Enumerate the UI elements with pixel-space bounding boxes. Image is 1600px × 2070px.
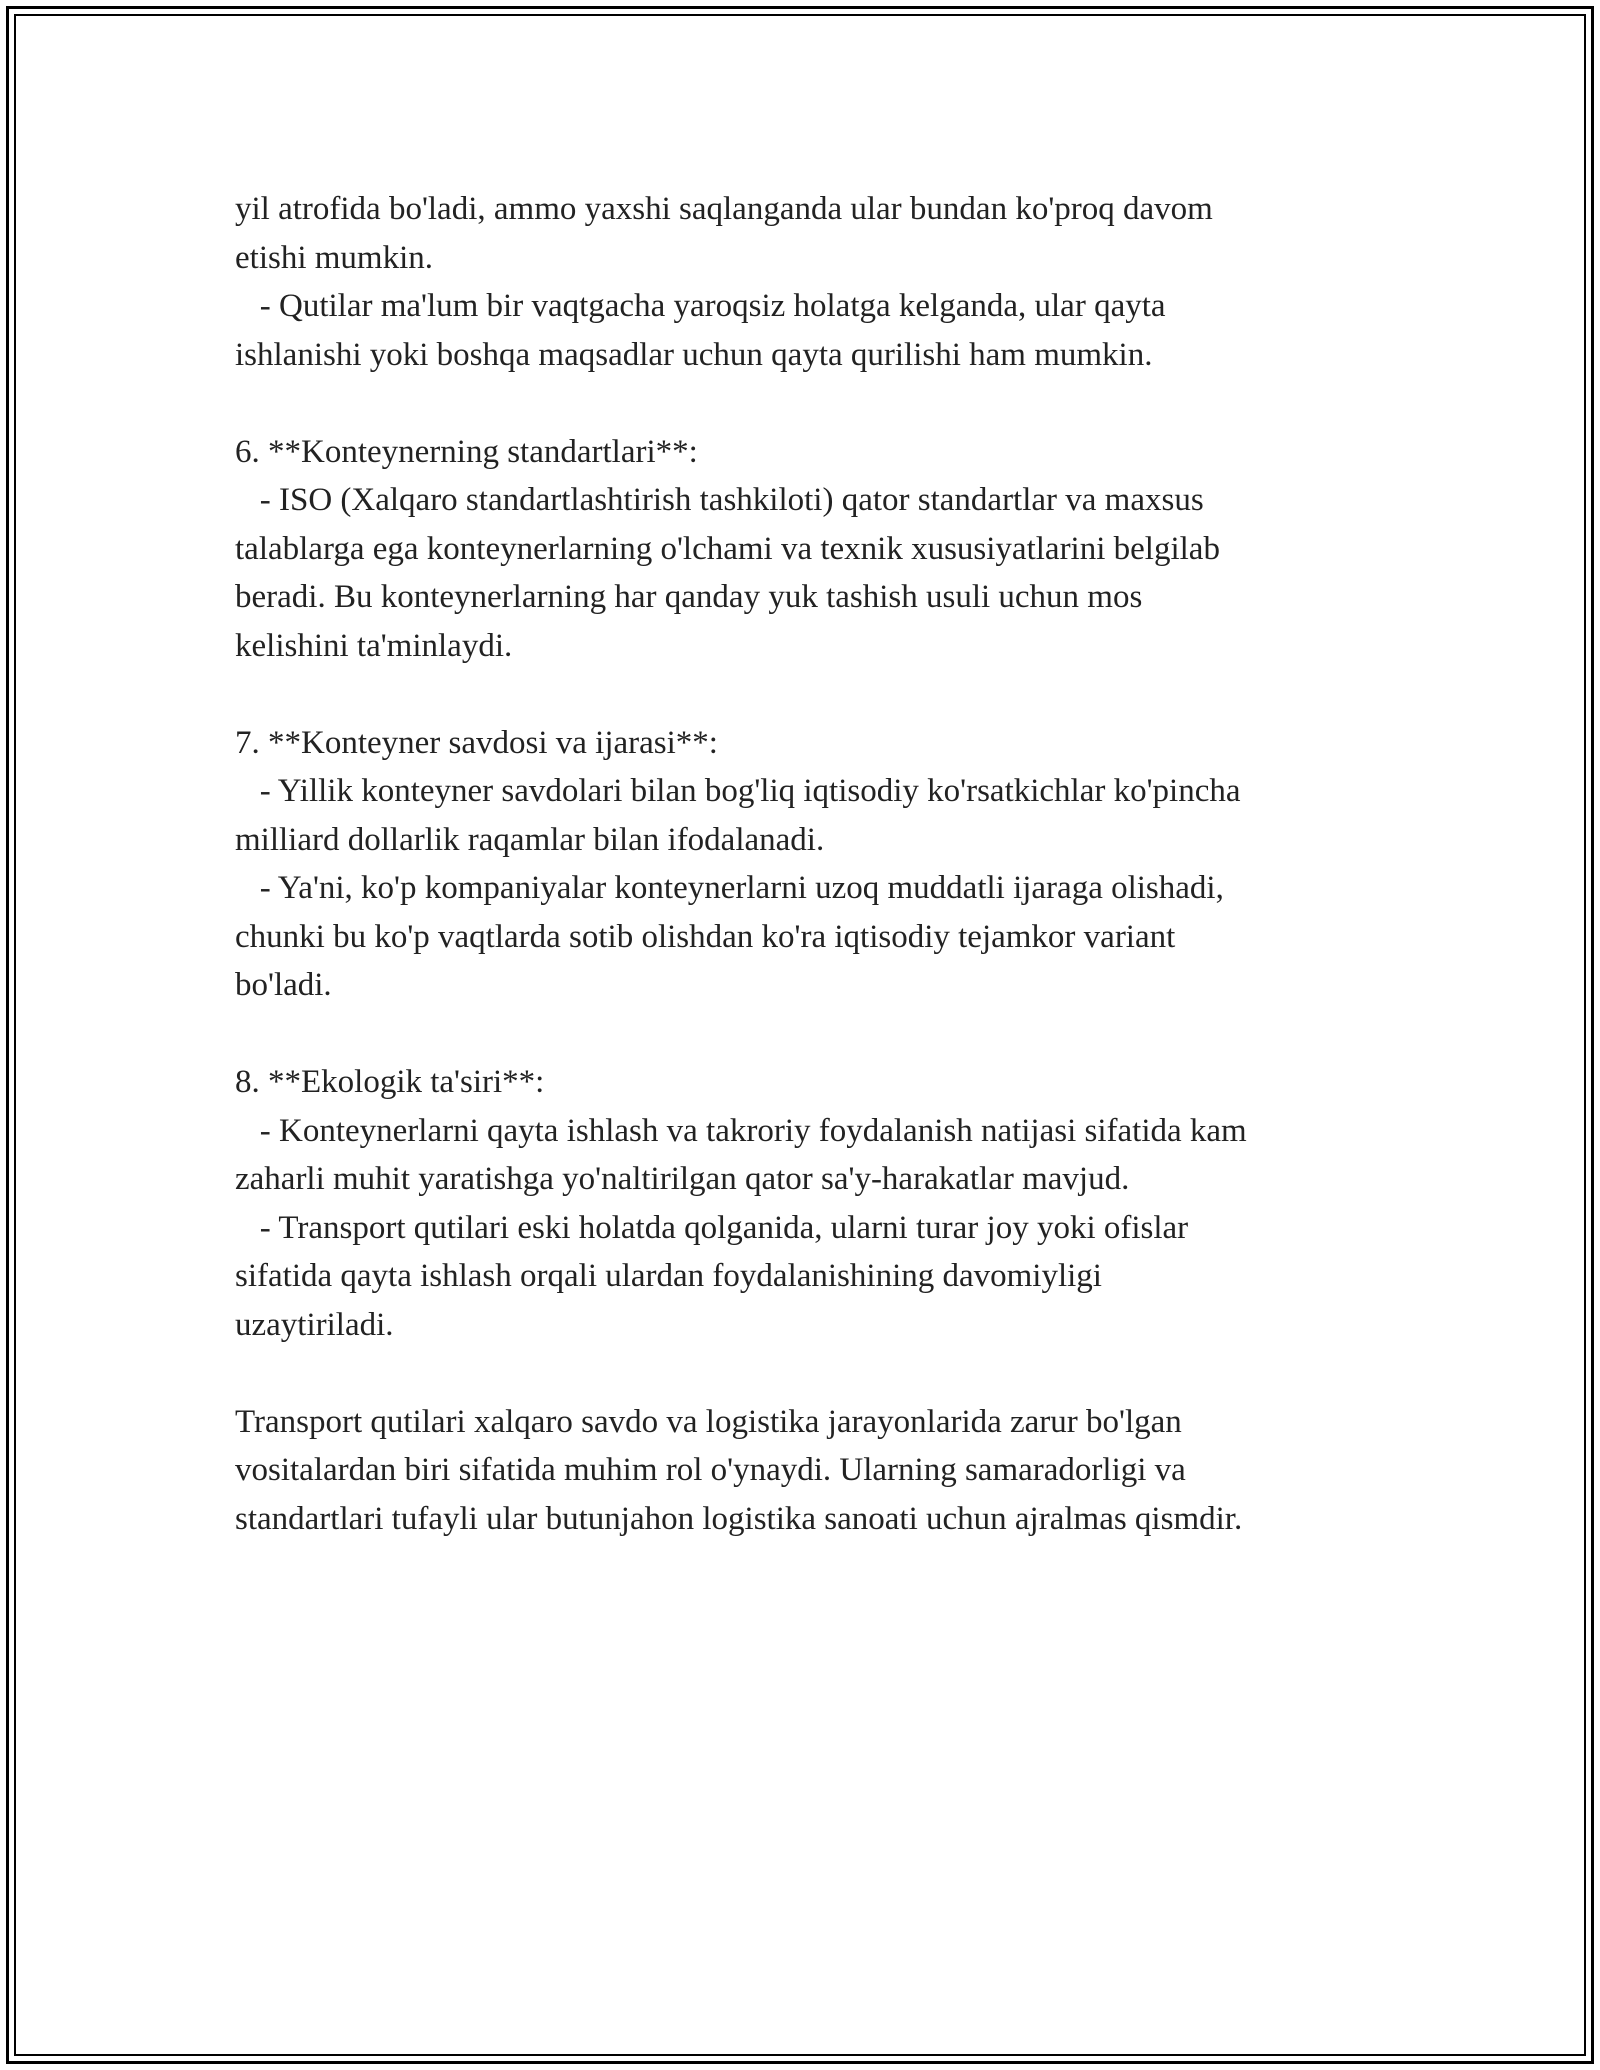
text-line: yil atrofida bo'ladi, ammo yaxshi saqlanganda ular bundan ko'proq davom — [235, 191, 1213, 227]
text-line: ishlanishi yoki boshqa maqsadlar uchun qayta qurilishi ham mumkin. — [235, 336, 1153, 373]
text-line: talablarga ega konteynerlarning o'lchami va texnik xususiyatlarini belgilab — [235, 530, 1220, 567]
text-line: bo'ladi. — [235, 967, 332, 1003]
text-line: - Ya'ni, ko'p kompaniyalar konteynerlarni uzoq muddatli ijaraga olishadi, — [235, 870, 1224, 906]
blank-line — [235, 379, 1415, 428]
section-heading: 8. **Ekologik ta'siri**: — [235, 1064, 545, 1100]
text-line: etishi mumkin. — [235, 239, 433, 276]
text-line: milliard dollarlik raqamlar bilan ifodalanadi. — [235, 821, 825, 858]
section-heading: 6. **Konteynerning standartlari**: — [235, 433, 698, 470]
text-line: zaharli muhit yaratishga yo'naltirilgan qator sa'y-harakatlar mavjud. — [235, 1161, 1130, 1197]
blank-line — [235, 1349, 1415, 1398]
text-line: uzaytiriladi. — [235, 1306, 394, 1343]
document-body — [235, 185, 1415, 1543]
text-line: - Yillik konteyner savdolari bilan bog'liq iqtisodiy ko'rsatkichlar ko'pincha — [235, 773, 1241, 809]
text-line: - Konteynerlarni qayta ishlash va takroriy foydalanish natijasi sifatida kam — [235, 1112, 1247, 1149]
text-line: - Transport qutilari eski holatda qolganida, ularni turar joy yoki ofislar — [235, 1209, 1189, 1246]
conclusion-line: Transport qutilari xalqaro savdo va logistika jarayonlarida zarur bo'lgan — [235, 1403, 1182, 1440]
blank-line — [235, 1010, 1415, 1059]
text-line: - Qutilar ma'lum bir vaqtgacha yaroqsiz holatga kelganda, ular qayta — [235, 288, 1166, 324]
text-line: sifatida qayta ishlash orqali ulardan foydalanishining davomiyligi — [235, 1258, 1102, 1294]
section-heading: 7. **Konteyner savdosi va ijarasi**: — [235, 724, 718, 761]
text-line: kelishini ta'minlaydi. — [235, 627, 513, 664]
text-line: beradi. Bu konteynerlarning har qanday yuk tashish usuli uchun mos — [235, 579, 1143, 615]
text-line: - ISO (Xalqaro standartlashtirish tashkiloti) qator standartlar va maxsus — [235, 482, 1204, 518]
text-line: chunki bu ko'p vaqtlarda sotib olishdan ko'ra iqtisodiy tejamkor variant — [235, 918, 1176, 955]
blank-line — [235, 670, 1415, 719]
conclusion-line: standartlari tufayli ular butunjahon logistika sanoati uchun ajralmas qismdir. — [235, 1500, 1243, 1537]
conclusion-line: vositalardan biri sifatida muhim rol o'ynaydi. Ularning samaradorligi va — [235, 1452, 1186, 1488]
